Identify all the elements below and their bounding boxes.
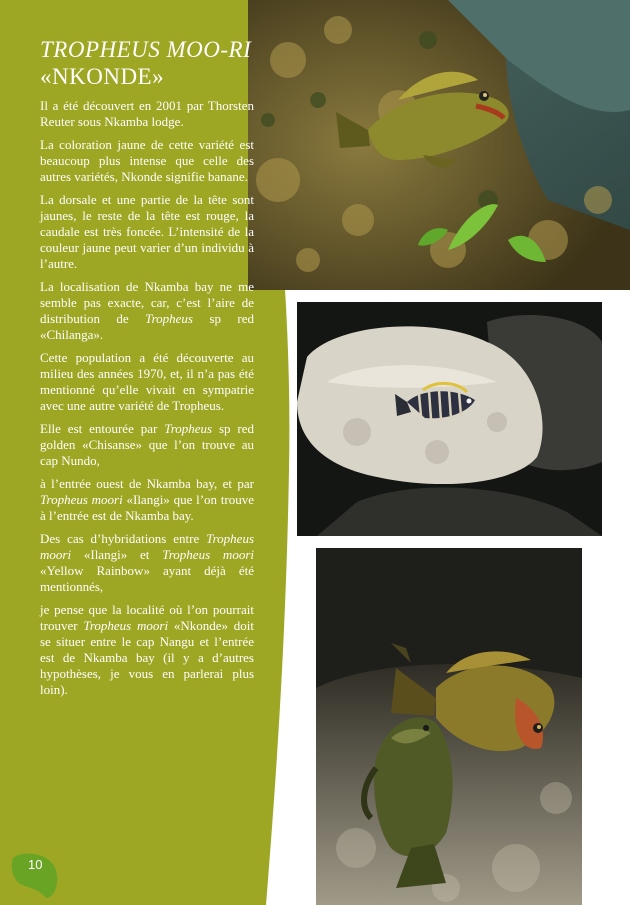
- paragraph-text: sp red «Chilanga».: [40, 311, 254, 342]
- paragraph-text: Des cas d’hybridations entre: [40, 531, 207, 546]
- article-paragraph: [40, 531, 254, 595]
- article-paragraph: [40, 476, 254, 524]
- paragraph-text: «Ilangi» que l’on trouve à l’entrée est de Nkamba bay.: [40, 492, 254, 523]
- paragraph-text: «Yellow Rainbow» ayant déjà été mentionnés,: [40, 563, 254, 594]
- page-number: 10: [28, 857, 43, 872]
- species-name: Tropheus moori: [162, 547, 254, 562]
- paragraph-text: La coloration jaune de cette variété est beaucoup plus intense que celle des autres variétés, Nkonde signifie banane.: [40, 137, 254, 184]
- paragraph-text: «Ilangi» et: [71, 547, 163, 562]
- article-paragraph: [40, 602, 254, 698]
- article-body: [40, 98, 254, 698]
- article-paragraph: [40, 421, 254, 469]
- paragraph-text: La localisation de Nkamba bay ne me semble pas exacte, car, c’est l’aire de distribution de: [40, 279, 254, 326]
- article-paragraph: [40, 279, 254, 343]
- article-title-variety: «NKONDE»: [40, 64, 165, 89]
- photo-tropheus-nkonde-adult: [248, 0, 630, 290]
- species-name: Tropheus moori: [83, 618, 169, 633]
- paragraph-text: à l’entrée ouest de Nkamba bay, et par: [40, 476, 254, 491]
- article-paragraph: [40, 137, 254, 185]
- article-text-column: [40, 36, 254, 705]
- article-paragraph: [40, 350, 254, 414]
- article-title: [40, 36, 254, 90]
- paragraph-text: Il a été découvert en 2001 par Thorsten Reuter sous Nkamba lodge.: [40, 98, 254, 129]
- paragraph-text: sp red golden «Chisanse» que l’on trouve au cap Nundo,: [40, 421, 254, 468]
- article-paragraph: [40, 98, 254, 130]
- article-title-species: TROPHEUS MOO-RI: [40, 37, 252, 62]
- paragraph-text: «Nkonde» doit se situer entre le cap Nangu et l’entrée est de Nkamba bay (il y a d’autres hypothèses, je vous en parlerai plus loin).: [40, 618, 254, 697]
- paragraph-text: Elle est entourée par: [40, 421, 165, 436]
- paragraph-text: Cette population a été découverte au milieu des années 1970, et, il n’a pas été mentionné qu’elle vivait en sympatrie avec une autre variété de Tropheus.: [40, 350, 254, 413]
- species-name: Tropheus: [145, 311, 193, 326]
- species-name: Tropheus: [164, 421, 213, 436]
- species-name: Tropheus moori: [40, 531, 254, 562]
- article-paragraph: [40, 192, 254, 272]
- species-name: Tropheus moori: [40, 492, 123, 507]
- photo-tropheus-pair: [316, 548, 582, 905]
- paragraph-text: La dorsale et une partie de la tête sont jaunes, le reste de la tête est rouge, la caudale est très foncée. L’intensité de la couleur jaune peut varier d’un individu à l’autre.: [40, 192, 254, 271]
- paragraph-text: je pense que la localité où l’on pourrait trouver: [40, 602, 254, 633]
- photo-tropheus-juvenile: [297, 302, 602, 536]
